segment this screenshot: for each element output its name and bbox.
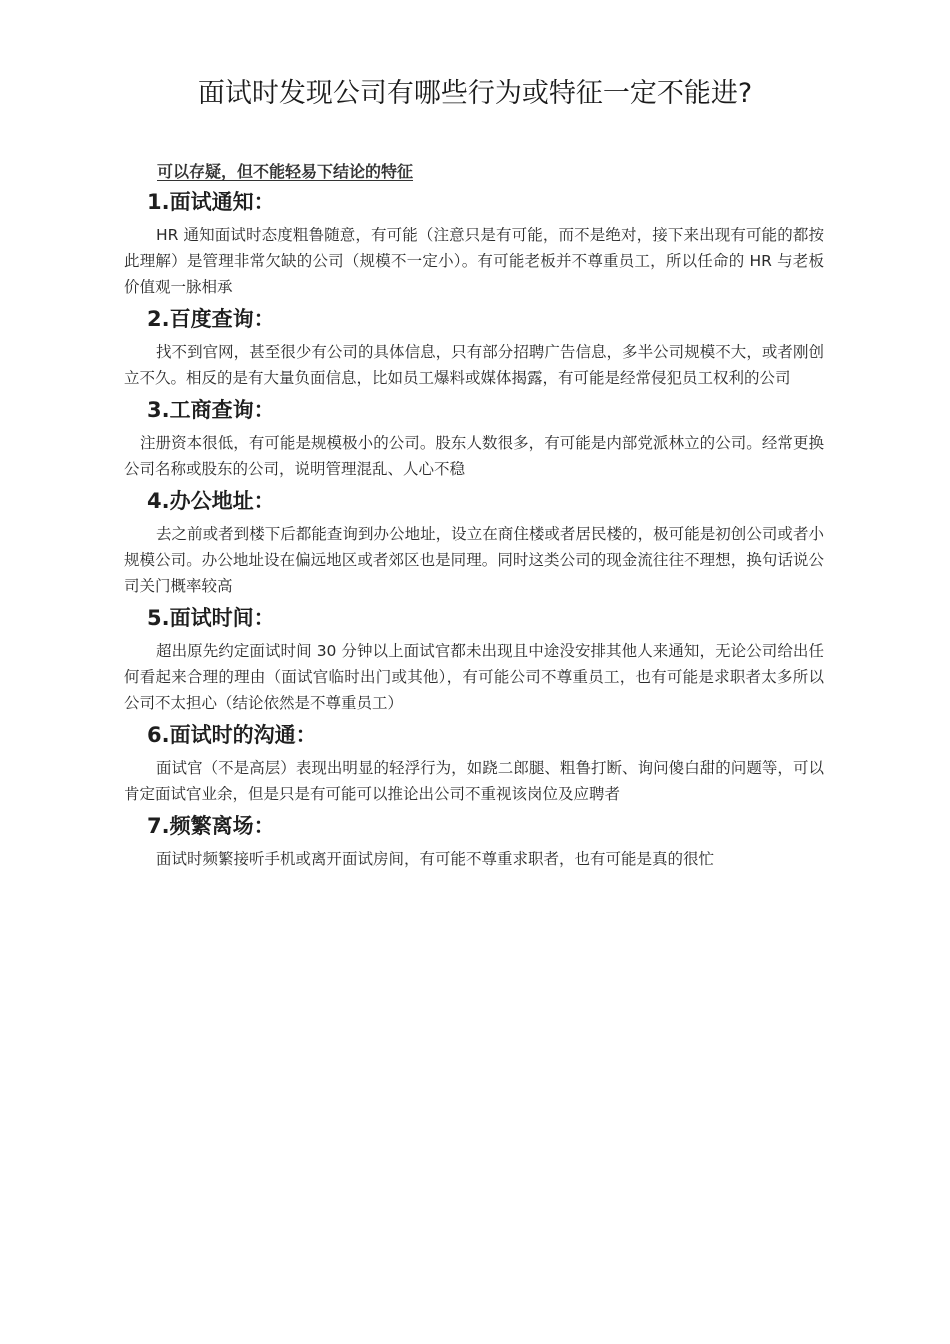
section-office-address <box>124 485 824 599</box>
section-baidu-search <box>124 303 824 391</box>
section-interview-time <box>124 602 824 716</box>
section-body: 去之前或者到楼下后都能查询到办公地址，设立在商住楼或者居民楼的，极可能是初创公司或者小规模公司。办公地址设在偏远地区或者郊区也是同理。同时这类公司的现金流往往不理想，换句话说公司关门概率较高 <box>124 525 824 595</box>
section-body: 面试时频繁接听手机或离开面试房间，有可能不尊重求职者，也有可能是真的很忙 <box>156 850 715 868</box>
section-heading: 4.办公地址： <box>147 489 275 513</box>
section-interview-communication <box>124 719 824 807</box>
section-body: 面试官（不是高层）表现出明显的轻浮行为，如跷二郎腿、粗鲁打断、询问傻白甜的问题等，可以肯定面试官业余，但是只是有可能可以推论出公司不重视该岗位及应聘者 <box>124 759 824 803</box>
section-interview-notice <box>124 186 824 300</box>
section-body: 超出原先约定面试时间 30 分钟以上面试官都未出现且中途没安排其他人来通知，无论公司给出任何看起来合理的理由（面试官临时出门或其他），有可能公司不尊重员工，也有可能是求职者太多所以公司不太担心（结论依然是不尊重员工） <box>124 642 824 712</box>
section-list <box>124 186 824 875</box>
section-heading: 5.面试时间： <box>147 606 275 630</box>
section-body: HR 通知面试时态度粗鲁随意，有可能（注意只是有可能，而不是绝对，接下来出现有可能的都按此理解）是管理非常欠缺的公司（规模不一定小）。有可能老板并不尊重员工，所以任命的 HR 与老板价值观一脉相承 <box>124 226 824 296</box>
section-heading: 2.百度查询： <box>147 307 275 331</box>
section-frequent-leaving <box>124 810 824 872</box>
section-body: 注册资本很低，有可能是规模极小的公司。股东人数很多，有可能是内部党派林立的公司。经常更换公司名称或股东的公司，说明管理混乱、人心不稳 <box>124 434 824 478</box>
section-business-registry <box>124 394 824 482</box>
document-title: 面试时发现公司有哪些行为或特征一定不能进? <box>197 78 753 109</box>
section-heading: 7.频繁离场： <box>147 814 275 838</box>
section-heading: 6.面试时的沟通： <box>147 723 317 747</box>
section-heading: 1.面试通知： <box>147 190 275 214</box>
document-subtitle: 可以存疑，但不能轻易下结论的特征 <box>157 162 414 181</box>
section-body: 找不到官网，甚至很少有公司的具体信息，只有部分招聘广告信息，多半公司规模不大，或者刚创立不久。相反的是有大量负面信息，比如员工爆料或媒体揭露，有可能是经常侵犯员工权利的公司 <box>124 343 824 387</box>
section-heading: 3.工商查询： <box>147 398 275 422</box>
